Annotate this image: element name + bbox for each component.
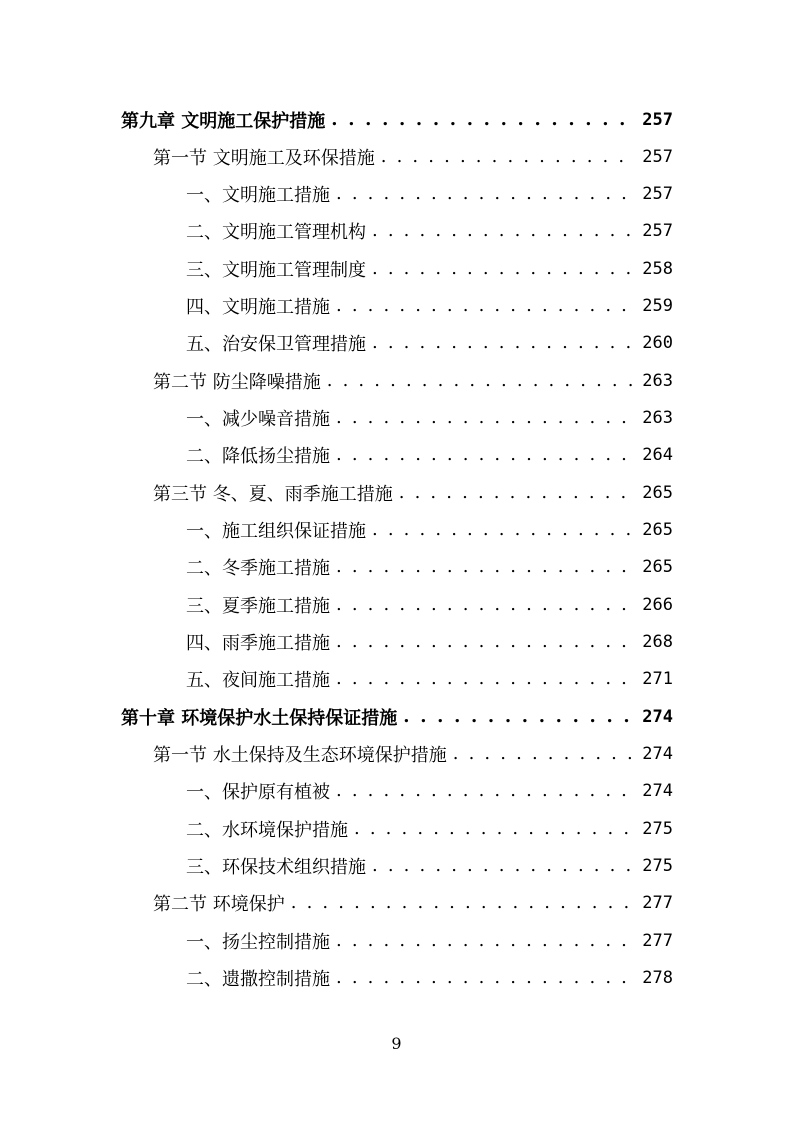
toc-entry[interactable] xyxy=(121,101,673,138)
dot-leader xyxy=(336,444,634,465)
dot-leader xyxy=(336,407,634,428)
toc-entry[interactable] xyxy=(186,810,673,847)
toc-entry-page: 259 xyxy=(642,295,673,316)
toc-entry-page: 274 xyxy=(642,780,673,801)
toc-entry[interactable] xyxy=(186,511,673,548)
dot-leader xyxy=(381,146,635,167)
toc-entry[interactable] xyxy=(153,884,673,921)
toc-entry-title: 二、冬季施工措施 xyxy=(186,557,330,579)
dot-leader xyxy=(403,706,634,727)
toc-entry[interactable] xyxy=(186,586,673,623)
toc-entry-title: 五、夜间施工措施 xyxy=(186,669,330,691)
toc-entry-page: 278 xyxy=(642,967,673,988)
toc-entry[interactable] xyxy=(186,287,673,324)
toc-entry-title: 二、遗撒控制措施 xyxy=(186,968,330,990)
toc-entry-title: 第一节 文明施工及环保措施 xyxy=(153,147,375,169)
dot-leader xyxy=(327,370,635,391)
toc-entry-page: 275 xyxy=(642,818,673,839)
toc-entry[interactable] xyxy=(153,474,673,511)
toc-entry[interactable] xyxy=(121,698,673,735)
toc-entry-title: 三、文明施工管理制度 xyxy=(186,259,366,281)
page-number: 9 xyxy=(391,1034,402,1053)
dot-leader xyxy=(336,668,634,689)
toc-entry[interactable] xyxy=(186,772,673,809)
dot-leader xyxy=(372,332,634,353)
toc-entry-page: 265 xyxy=(642,556,673,577)
toc-entry[interactable] xyxy=(186,175,673,212)
toc-entry-page: 274 xyxy=(642,743,673,764)
toc-entry-title: 四、文明施工措施 xyxy=(186,296,330,318)
toc-entry-page: 277 xyxy=(642,892,673,913)
toc-entry[interactable] xyxy=(153,735,673,772)
dot-leader xyxy=(354,818,634,839)
toc-entry-title: 五、治安保卫管理措施 xyxy=(186,333,366,355)
toc-entry[interactable] xyxy=(186,436,673,473)
dot-leader xyxy=(336,780,634,801)
toc-entry-page: 257 xyxy=(642,220,673,241)
toc-entry-title: 一、减少噪音措施 xyxy=(186,408,330,430)
dot-leader xyxy=(372,519,634,540)
toc-entry-title: 第十章 环境保护水土保持保证措施 xyxy=(121,707,398,729)
toc-entry[interactable] xyxy=(153,138,673,175)
dot-leader xyxy=(372,258,634,279)
toc-entry-page: 260 xyxy=(642,332,673,353)
toc-entry-page: 263 xyxy=(642,370,673,391)
toc-entry-title: 四、雨季施工措施 xyxy=(186,632,330,654)
toc-entry-title: 一、文明施工措施 xyxy=(186,184,330,206)
toc-entry-title: 一、施工组织保证措施 xyxy=(186,520,366,542)
dot-leader xyxy=(331,109,634,130)
toc-entry-page: 275 xyxy=(642,855,673,876)
toc-entry-title: 第二节 防尘降噪措施 xyxy=(153,371,321,393)
toc-entry-title: 三、环保技术组织措施 xyxy=(186,856,366,878)
dot-leader xyxy=(399,482,635,503)
toc-entry-title: 三、夏季施工措施 xyxy=(186,595,330,617)
toc-entry[interactable] xyxy=(153,362,673,399)
toc-entry-title: 第九章 文明施工保护措施 xyxy=(121,110,326,132)
toc-entry-page: 265 xyxy=(642,482,673,503)
toc-entry-title: 第二节 环境保护 xyxy=(153,893,285,915)
toc-entry-title: 二、文明施工管理机构 xyxy=(186,221,366,243)
dot-leader xyxy=(336,556,634,577)
toc-entry-page: 257 xyxy=(642,183,673,204)
toc-entry-title: 一、扬尘控制措施 xyxy=(186,931,330,953)
toc-entry-page: 271 xyxy=(642,668,673,689)
toc-entry-title: 二、水环境保护措施 xyxy=(186,819,348,841)
dot-leader xyxy=(336,183,634,204)
toc-entry-title: 二、降低扬尘措施 xyxy=(186,445,330,467)
toc-entry-page: 264 xyxy=(642,444,673,465)
dot-leader xyxy=(336,594,634,615)
toc-entry[interactable] xyxy=(186,324,673,361)
toc-entry-page: 277 xyxy=(642,930,673,951)
dot-leader xyxy=(291,892,635,913)
dot-leader xyxy=(372,855,634,876)
toc-entry-page: 257 xyxy=(642,109,673,130)
toc-entry-title: 第一节 水土保持及生态环境保护措施 xyxy=(153,744,447,766)
toc-entry-page: 274 xyxy=(642,706,673,727)
dot-leader xyxy=(336,930,634,951)
dot-leader xyxy=(372,220,634,241)
toc-entry-page: 257 xyxy=(642,146,673,167)
toc-entry[interactable] xyxy=(186,250,673,287)
toc-entry-page: 265 xyxy=(642,519,673,540)
toc-entry-page: 268 xyxy=(642,631,673,652)
toc-entry[interactable] xyxy=(186,660,673,697)
toc-entry[interactable] xyxy=(186,847,673,884)
dot-leader xyxy=(336,631,634,652)
toc-entry[interactable] xyxy=(186,399,673,436)
toc-entry[interactable] xyxy=(186,623,673,660)
toc-entry-page: 258 xyxy=(642,258,673,279)
toc-entry-page: 266 xyxy=(642,594,673,615)
dot-leader xyxy=(453,743,635,764)
toc-entry[interactable] xyxy=(186,212,673,249)
toc-entry[interactable] xyxy=(186,548,673,585)
dot-leader xyxy=(336,295,634,316)
toc-entry[interactable] xyxy=(186,959,673,996)
toc-entry[interactable] xyxy=(186,922,673,959)
toc-entry-page: 263 xyxy=(642,407,673,428)
toc-entry-title: 一、保护原有植被 xyxy=(186,781,330,803)
dot-leader xyxy=(336,967,634,988)
toc-entry-title: 第三节 冬、夏、雨季施工措施 xyxy=(153,483,393,505)
